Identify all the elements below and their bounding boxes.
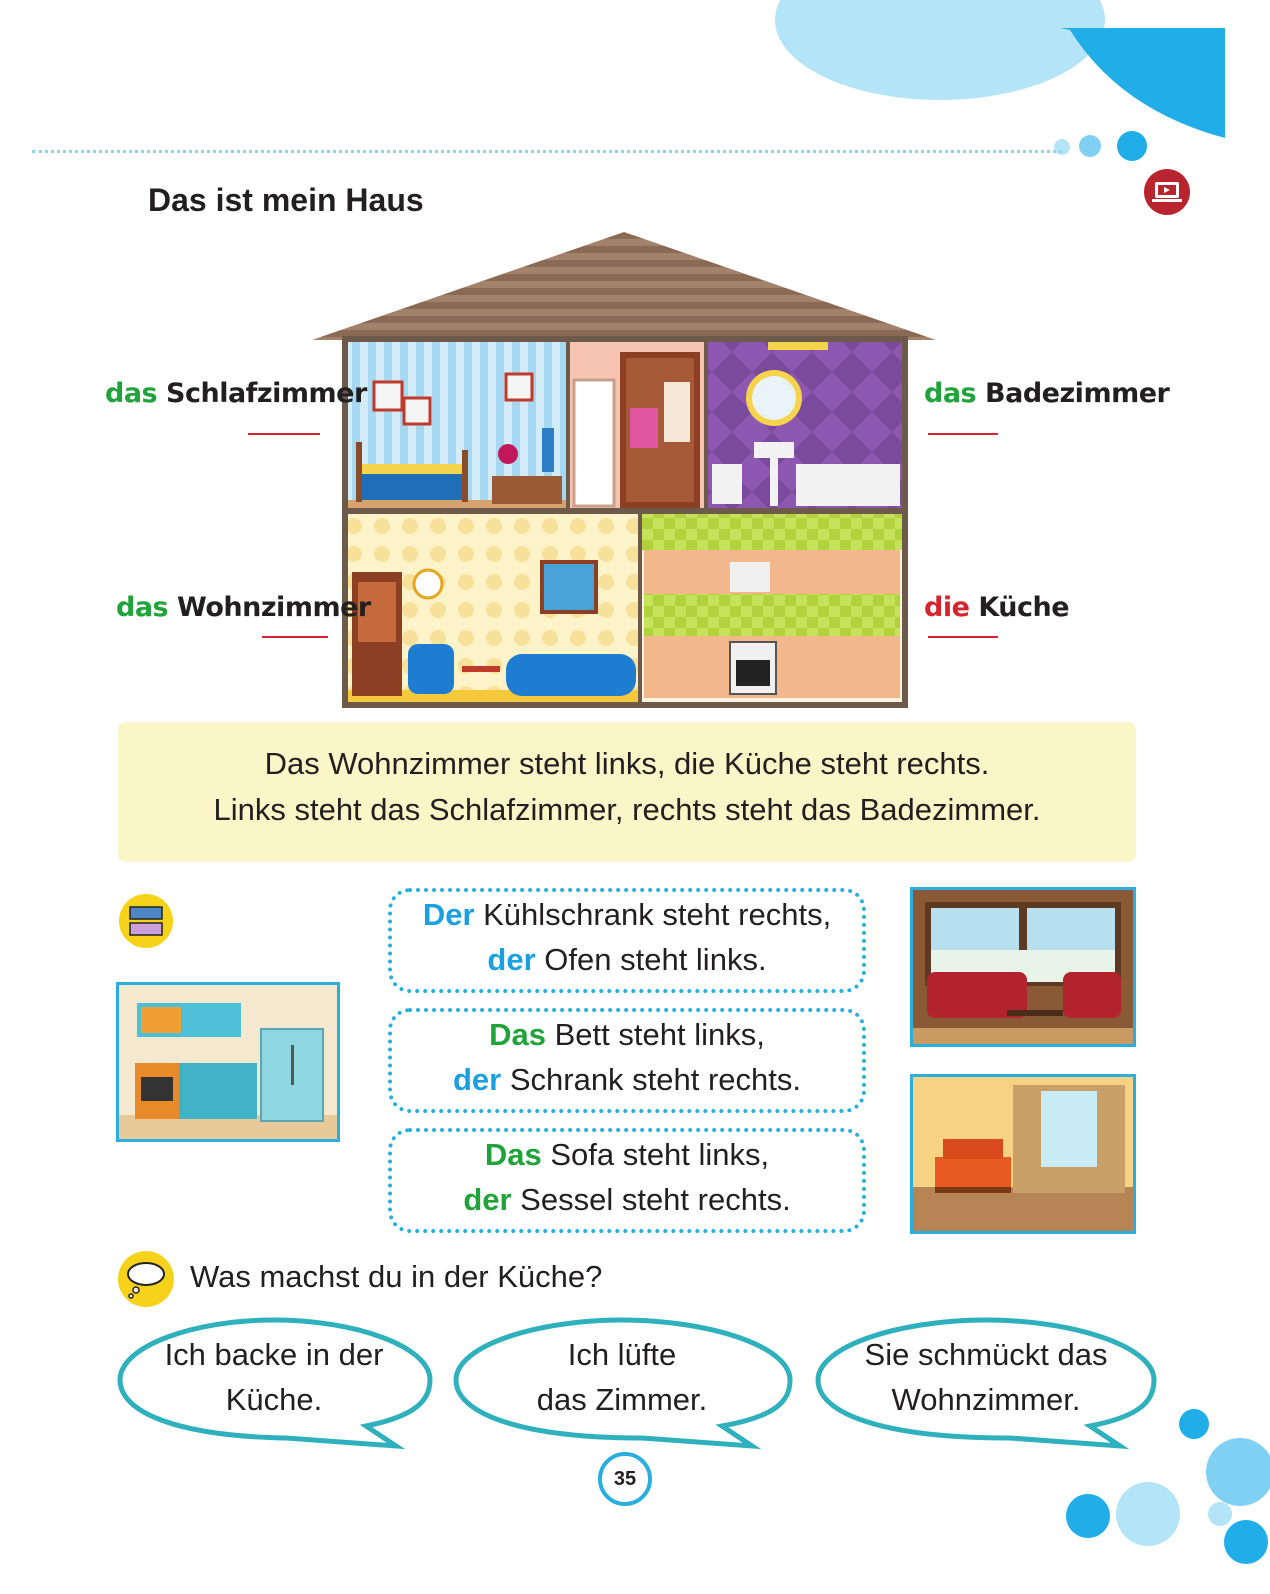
phrase-text: Bett steht links, [546, 1017, 765, 1052]
article: das [105, 378, 158, 409]
phrase-box-3 [388, 1128, 866, 1233]
article: das [924, 378, 977, 409]
living-room-picture [910, 887, 1136, 1047]
article: der [452, 1062, 502, 1097]
phrase-text: Ofen steht links. [535, 942, 767, 977]
bottom-decoration [1060, 1400, 1270, 1594]
phrase-box-1 [388, 888, 866, 993]
article: der [487, 942, 536, 977]
bubble-line: Küche. [225, 1382, 323, 1417]
bubble-line: Sie schmückt das [864, 1337, 1108, 1372]
label-wohnzimmer [116, 592, 371, 623]
phrase-text: Kühlschrank steht rechts, [474, 897, 832, 932]
article: das [116, 592, 169, 623]
arrow-left [928, 636, 998, 638]
bedroom-picture [910, 1074, 1136, 1234]
dotted-divider [32, 150, 1062, 153]
article: der [463, 1182, 512, 1217]
article: die [924, 592, 970, 623]
bubble-line: Ich lüfte [567, 1337, 677, 1372]
cards-icon [116, 893, 176, 949]
bubble-1-text [126, 1332, 422, 1422]
bubble-line: Wohnzimmer. [891, 1382, 1081, 1417]
bubble-line: das Zimmer. [536, 1382, 708, 1417]
bubble-line: Ich backe in der [164, 1337, 384, 1372]
arrow-right [262, 636, 328, 638]
article: Der [422, 897, 475, 932]
article: Das [484, 1137, 542, 1172]
label-badezimmer [924, 378, 1169, 409]
kitchen-picture [116, 982, 340, 1142]
page-title: Das ist mein Haus [148, 182, 424, 218]
phrase-text: Sofa steht links, [541, 1137, 770, 1172]
arrow-left [928, 433, 998, 435]
bubble-2-text [462, 1332, 782, 1422]
phrase-text: Schrank steht rechts. [501, 1062, 802, 1097]
noun: Schlafzimmer [166, 378, 367, 409]
sentence-line-1: Das Wohnzimmer steht links, die Küche steht rechts. [264, 746, 990, 781]
speech-icon [116, 1250, 176, 1308]
page-number: 35 [598, 1452, 652, 1506]
sentence-line-2: Links steht das Schlafzimmer, rechts steht das Badezimmer. [213, 792, 1041, 827]
phrase-box-2 [388, 1008, 866, 1113]
phrase-text: Sessel steht rechts. [511, 1182, 791, 1217]
computer-icon [1143, 168, 1191, 216]
label-schlafzimmer [105, 378, 367, 409]
question-text: Was machst du in der Küche? [190, 1259, 603, 1294]
arrow-right [248, 433, 320, 435]
noun: Küche [978, 592, 1070, 623]
noun: Wohnzimmer [177, 592, 371, 623]
label-kueche [924, 592, 1069, 623]
house-illustration [312, 232, 936, 710]
article: Das [489, 1017, 547, 1052]
noun: Badezimmer [985, 378, 1170, 409]
top-decoration [760, 0, 1270, 200]
